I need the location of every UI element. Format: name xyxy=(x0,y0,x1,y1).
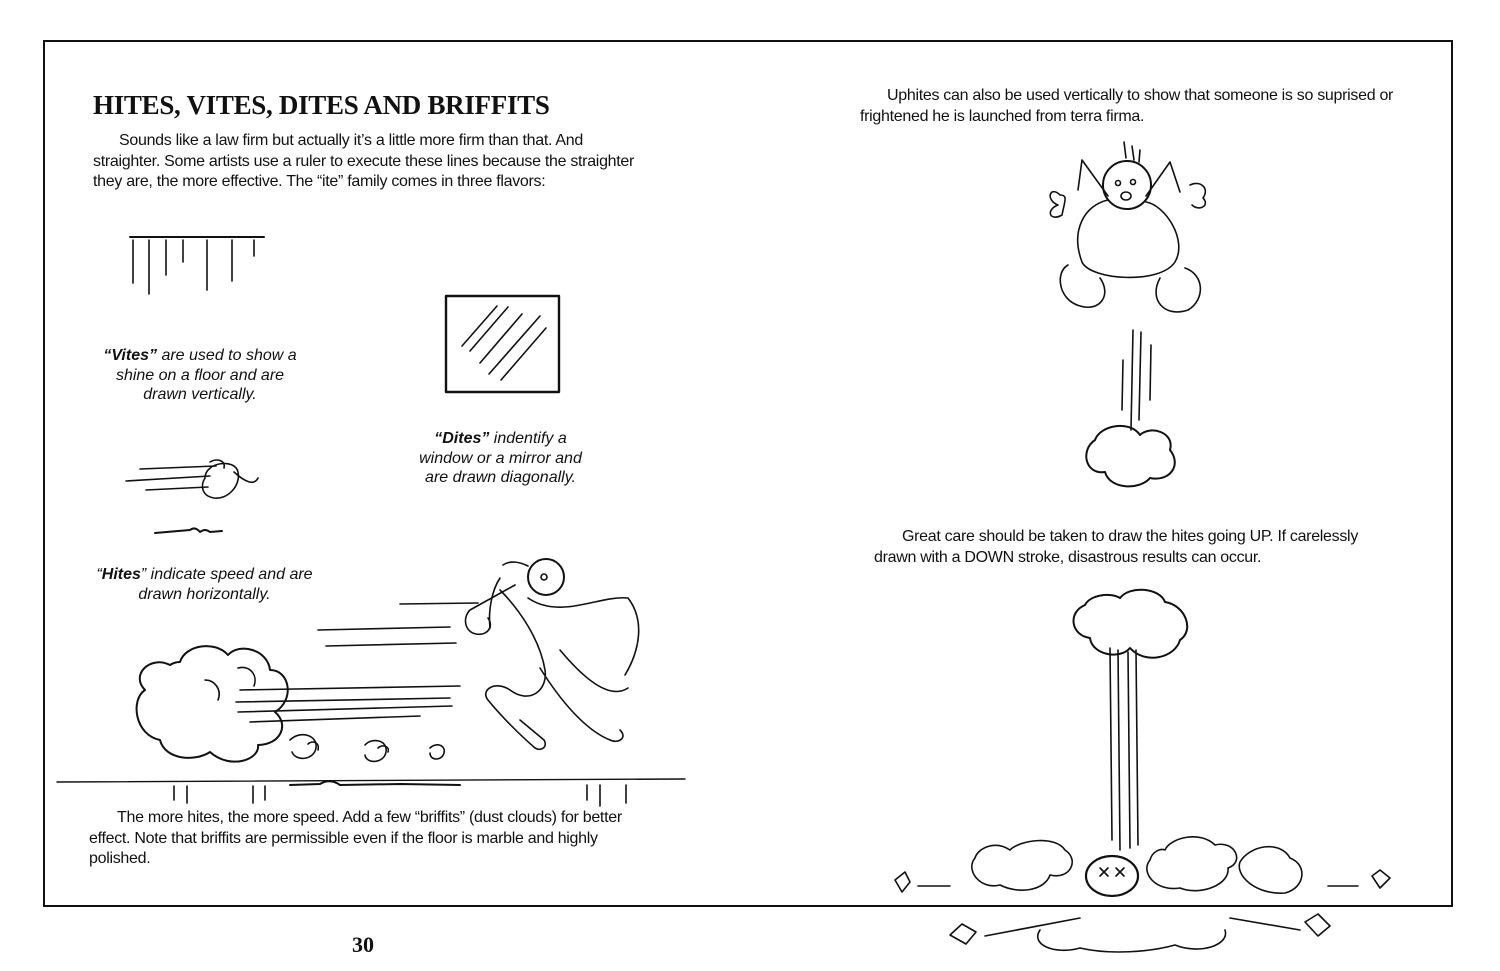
closing-paragraph: The more hites, the more speed. Add a few “briffits” (dust clouds) for better effect. Note that briffits are permissible even if the floor is marble and highly polished. xyxy=(89,809,622,867)
hites-term: Hites xyxy=(101,566,141,583)
dites-description: indentify a window or a mirror and are drawn diagonally. xyxy=(419,430,582,486)
care-paragraph: Great care should be taken to draw the hites going UP. If carelessly drawn with a DOWN stroke, disastrous results can occur. xyxy=(874,528,1359,566)
hites-description: ” indicate speed and are drawn horizontally. xyxy=(138,566,313,603)
vites-description: are used to show a shine on a floor and are drawn vertically. xyxy=(115,347,297,403)
hites-caption: “Hites” indicate speed and are drawn horizontally. xyxy=(96,566,313,603)
page-number: 30 xyxy=(352,932,374,957)
hites-illustration xyxy=(126,460,258,533)
running-character-illustration xyxy=(57,559,685,806)
intro-paragraph: Sounds like a law firm but actually it’s a little more firm than that. And straighter. Some artists use a ruler to execute these lines because the straighter they are, the more effective. The “ite” family comes in three flavors: xyxy=(93,132,635,190)
page-title: HITES, VITES, DITES AND BRIFFITS xyxy=(93,90,550,120)
uphites-paragraph: Uphites can also be used vertically to show that someone is so suprised or frightened he is launched from terra firma. xyxy=(860,87,1394,125)
dites-term: “Dites” xyxy=(434,430,490,447)
dites-illustration xyxy=(446,296,559,392)
down-stroke-disaster-illustration xyxy=(895,590,1390,952)
launched-character-illustration xyxy=(1050,142,1205,486)
vites-illustration xyxy=(130,237,264,294)
vites-term: “Vites” xyxy=(103,347,157,364)
